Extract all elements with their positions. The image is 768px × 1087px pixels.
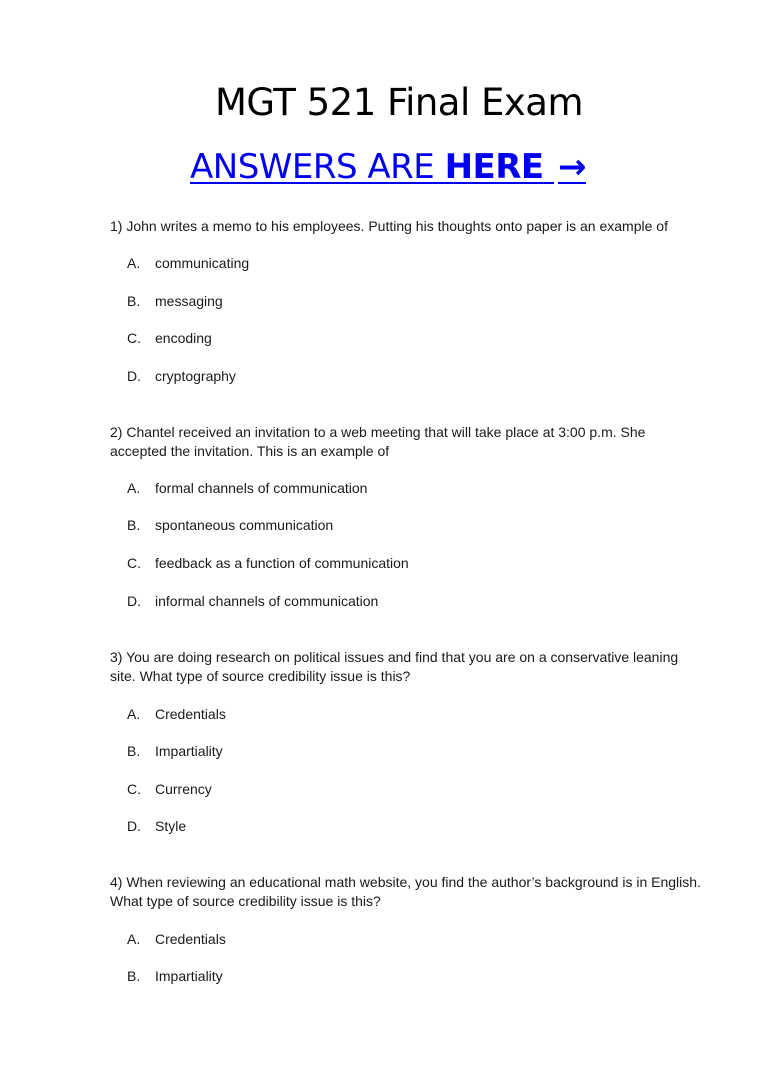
option-text: Credentials [155, 931, 226, 947]
option-text: formal channels of communication [155, 480, 368, 496]
question-2-option-d [127, 592, 378, 610]
option-text: communicating [155, 255, 250, 271]
option-text: Currency [155, 781, 212, 797]
question-2-text: 2) Chantel received an invitation to a web meeting that will take place at 3:00 p.m. She accepted the invitation. This is an example of [110, 424, 646, 459]
option-text: informal channels of communication [155, 593, 379, 609]
option-letter: B. [127, 293, 141, 309]
option-letter: B. [127, 743, 141, 759]
page-title: MGT 521 Final Exam [214, 81, 584, 124]
option-text: encoding [155, 330, 212, 346]
question-1-option-c [127, 329, 212, 347]
question-3-option-d [127, 817, 186, 835]
question-4-option-b [127, 967, 223, 985]
option-letter: C. [127, 330, 141, 346]
question-4-text: 4) When reviewing an educational math website, you find the author’s background is in English. What type of source credibility issue is this? [110, 874, 701, 909]
option-text: Impartiality [155, 968, 223, 984]
option-letter: A. [127, 706, 141, 722]
option-letter: C. [127, 781, 141, 797]
option-text: Credentials [155, 706, 226, 722]
option-letter: D. [127, 368, 141, 384]
question-2-option-c [127, 554, 409, 572]
answers-link[interactable] [190, 146, 586, 188]
question-3-text: 3) You are doing research on political issues and find that you are on a conservative leaning site. What type of source credibility issue is this? [110, 649, 679, 684]
option-letter: B. [127, 517, 141, 533]
answers-link-text: ANSWERS ARE [190, 147, 445, 187]
question-1-option-a [127, 254, 249, 272]
option-text: feedback as a function of communication [155, 555, 409, 571]
option-letter: D. [127, 818, 141, 834]
option-letter: C. [127, 555, 141, 571]
option-letter: A. [127, 931, 141, 947]
question-1-text: 1) John writes a memo to his employees. Putting his thoughts onto paper is an example of [110, 218, 668, 234]
option-letter: A. [127, 480, 141, 496]
arrow-right-icon: → [557, 147, 586, 187]
question-4-option-a [127, 930, 226, 948]
question-2-option-a [127, 479, 367, 497]
option-letter: A. [127, 255, 141, 271]
question-1-option-b [127, 292, 223, 310]
option-text: cryptography [155, 368, 236, 384]
option-text: messaging [155, 293, 223, 309]
answers-link-bold-text: HERE [444, 147, 544, 187]
question-3-option-c [127, 780, 212, 798]
question-2-option-b [127, 516, 333, 534]
option-text: Impartiality [155, 743, 223, 759]
option-text: Style [155, 818, 187, 834]
question-1-option-d [127, 367, 236, 385]
question-3-option-a [127, 705, 226, 723]
question-3-option-b [127, 742, 223, 760]
option-text: spontaneous communication [155, 517, 334, 533]
option-letter: D. [127, 593, 141, 609]
option-letter: B. [127, 968, 141, 984]
